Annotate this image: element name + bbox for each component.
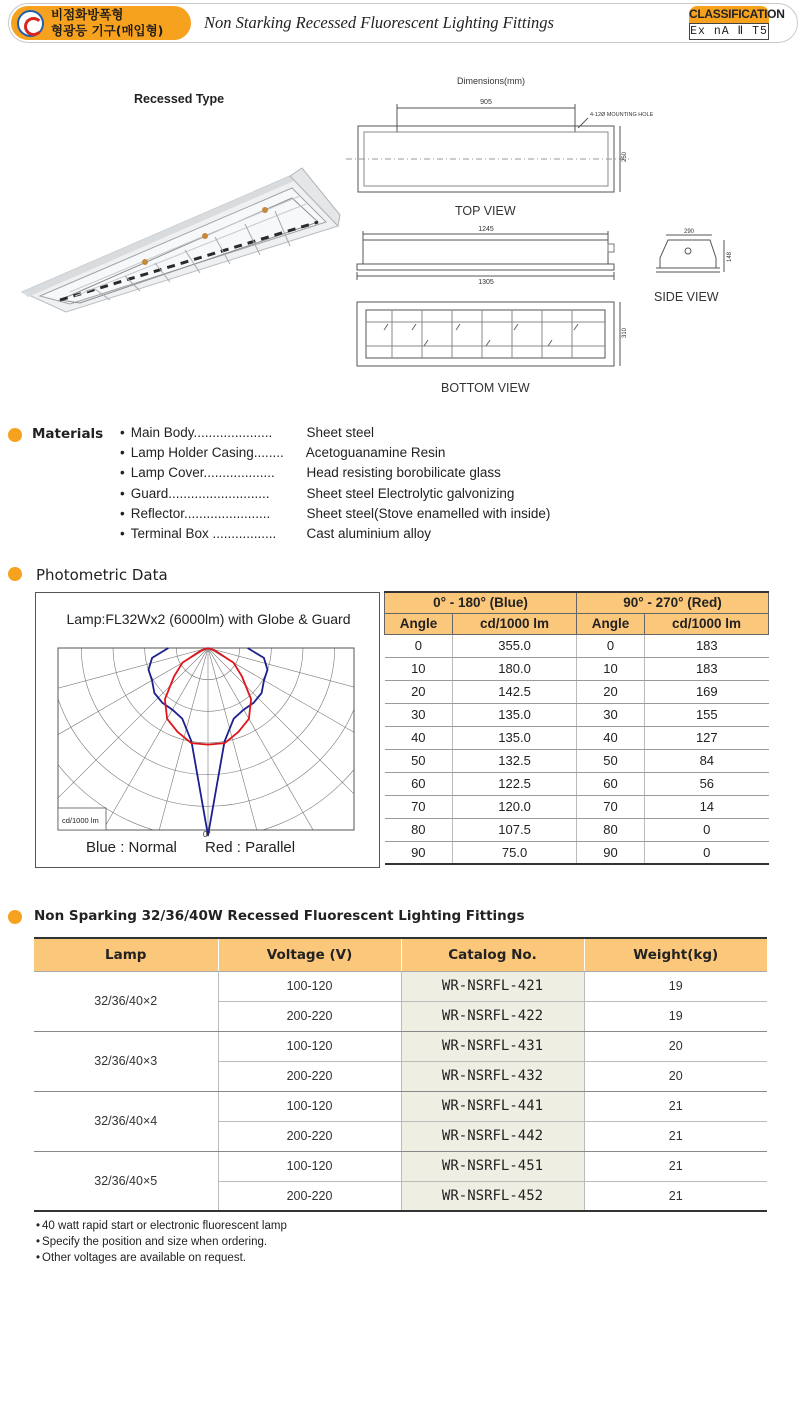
table-row [385,726,769,749]
dim-290: 290 [683,229,695,235]
cell: 14 [645,795,769,818]
cell: 120.0 [453,795,577,818]
cell: 80 [385,818,453,841]
catalog-cell: WR-NSRFL-452 [401,1181,584,1211]
material-value: Cast aluminium alloy [306,525,432,541]
note-item: • Specify the position and size when ordering. [36,1234,287,1250]
legend-normal: Blue : Normal [86,839,177,856]
top-view-drawing [346,104,630,192]
dim-905: 905 [480,99,492,106]
cell: 60 [576,772,644,795]
cell: 30 [385,703,453,726]
cell: 135.0 [453,726,577,749]
material-key: Main Body..................... [130,425,273,440]
cell: 20 [576,680,644,703]
classification-code: Ex nA Ⅱ T5 [690,25,768,38]
table-row [34,1031,767,1061]
top-view-label: TOP VIEW [455,204,516,218]
col-cd: cd/1000 lm [645,613,769,634]
material-value: Sheet steel(Stove enamelled with inside) [306,505,551,521]
table-row [385,772,769,795]
cell: 155 [645,703,769,726]
photometric-table [384,591,769,865]
voltage-cell: 100-120 [218,1091,401,1121]
catalog-cell: WR-NSRFL-441 [401,1091,584,1121]
photometric-title: Photometric Data [36,566,168,584]
polar-legend [86,839,295,856]
materials-bullet-icon [8,428,22,442]
product-illustration [22,168,340,312]
dim-250-top: 250 [622,151,628,162]
badge-line-2: 형광등 기구(매입형) [51,23,164,38]
weight-cell: 21 [584,1151,767,1181]
col-catalog: Catalog No. [401,938,584,971]
table-row [34,1091,767,1121]
col-angle: Angle [576,613,644,634]
voltage-cell: 100-120 [218,971,401,1001]
col-angle: Angle [385,613,453,634]
note-item: • 40 watt rapid start or electronic fluorescent lamp [36,1218,287,1234]
table-row [385,841,769,864]
material-key: Reflector....................... [130,505,271,521]
fittings-title-rest: 32/36/40W Recessed Fluorescent Lighting Fittings [141,908,525,924]
mounting-hole-note: 4-12Ø MOUNTING HOLE [590,112,654,118]
material-item [120,526,550,546]
dim-148: 148 [727,251,733,262]
cell: 70 [385,795,453,818]
lamp-cell: 32/36/40×4 [34,1091,218,1151]
polar-grid-spoke [0,648,208,931]
cell: 80 [576,818,644,841]
table-row [34,1151,767,1181]
technical-drawings [0,0,800,410]
table-row [385,749,769,772]
materials-list [120,425,550,546]
page-title: Non Starking Recessed Fluorescent Lighting Fittings [204,13,554,32]
dimensions-title: Dimensions(mm) [457,76,526,86]
side-view-drawing [656,235,724,272]
dim-310: 310 [622,327,628,338]
cell: 183 [645,657,769,680]
cell: 183 [645,634,769,657]
table-row [385,703,769,726]
badge-line-1: 비점화방폭형 [51,7,124,22]
weight-cell: 21 [584,1181,767,1211]
note-item: • Other voltages are available on request. [36,1250,287,1266]
bottom-view-drawing [357,302,620,366]
col-cd: cd/1000 lm [453,613,577,634]
polar-diagram-panel [35,592,380,868]
photometric-bullet-icon [8,567,22,581]
group-header-red: 90° - 270° (Red) [576,592,768,613]
catalog-cell: WR-NSRFL-421 [401,971,584,1001]
weight-cell: 20 [584,1031,767,1061]
voltage-cell: 200-220 [218,1181,401,1211]
table-row [34,971,767,1001]
cell: 180.0 [453,657,577,680]
cell: 60 [385,772,453,795]
front-view-drawing [357,231,614,280]
cell: 355.0 [453,634,577,657]
fittings-table [34,937,767,1212]
notes-list [36,1218,287,1266]
cell: 84 [645,749,769,772]
weight-cell: 19 [584,1001,767,1031]
cell: 169 [645,680,769,703]
cell: 132.5 [453,749,577,772]
table-row [385,795,769,818]
cell: 75.0 [453,841,577,864]
weight-cell: 20 [584,1061,767,1091]
voltage-cell: 200-220 [218,1061,401,1091]
cell: 10 [385,657,453,680]
cell: 135.0 [453,703,577,726]
cell: 90 [385,841,453,864]
unit-label: cd/1000 lm [62,816,99,825]
cell: 20 [385,680,453,703]
material-value: Sheet steel [306,425,375,440]
bottom-view-label: BOTTOM VIEW [441,381,530,395]
material-key: Terminal Box ................. [130,525,277,541]
cell: 10 [576,657,644,680]
polar-diagram [36,593,381,839]
legend-parallel: Red : Parallel [205,839,296,856]
material-value: Sheet steel Electrolytic galvonizing [306,485,515,501]
catalog-cell: WR-NSRFL-422 [401,1001,584,1031]
table-row [385,657,769,680]
polar-grid-spoke [0,648,208,752]
material-key: Lamp Holder Casing........ [130,445,284,461]
material-item [120,486,550,506]
weight-cell: 19 [584,971,767,1001]
catalog-cell: WR-NSRFL-432 [401,1061,584,1091]
col-lamp: Lamp [34,938,218,971]
dim-1245: 1245 [478,226,494,233]
materials-title: Materials [32,426,104,442]
cell: 40 [385,726,453,749]
fittings-title [34,908,525,924]
cell: 30 [576,703,644,726]
material-key: Lamp Cover................... [130,465,275,481]
material-item [120,465,550,485]
cell: 50 [385,749,453,772]
table-row [385,634,769,657]
cell: 0 [645,818,769,841]
fittings-title-prefix: Non Sparking [34,908,137,924]
cell: 142.5 [453,680,577,703]
weight-cell: 21 [584,1121,767,1151]
catalog-cell: WR-NSRFL-451 [401,1151,584,1181]
lamp-label: Lamp:FL32Wx2 (6000lm) with Globe & Guard [66,611,351,627]
group-header-blue: 0° - 180° (Blue) [385,592,577,613]
cell: 70 [576,795,644,818]
classification-label: CLASSIFICATION [689,7,785,21]
material-value: Acetoguanamine Resin [305,445,446,461]
catalog-cell: WR-NSRFL-431 [401,1031,584,1061]
col-voltage: Voltage (V) [218,938,401,971]
cell: 0 [385,634,453,657]
lamp-cell: 32/36/40×2 [34,971,218,1031]
cell: 122.5 [453,772,577,795]
material-item [120,445,550,465]
col-weight: Weight(kg) [584,938,767,971]
side-view-label: SIDE VIEW [654,290,719,304]
fittings-bullet-icon [8,910,22,924]
cell: 107.5 [453,818,577,841]
lamp-cell: 32/36/40×3 [34,1031,218,1091]
dim-1305: 1305 [478,279,494,286]
catalog-cell: WR-NSRFL-442 [401,1121,584,1151]
voltage-cell: 200-220 [218,1001,401,1031]
cell: 0 [576,634,644,657]
voltage-cell: 100-120 [218,1151,401,1181]
voltage-cell: 200-220 [218,1121,401,1151]
material-item [120,506,550,526]
cell: 0 [645,841,769,864]
cell: 40 [576,726,644,749]
cell: 90 [576,841,644,864]
lamp-cell: 32/36/40×5 [34,1151,218,1211]
recessed-type-title: Recessed Type [134,92,225,106]
cell: 50 [576,749,644,772]
table-row [385,818,769,841]
table-row [385,680,769,703]
material-key: Guard........................... [130,485,270,501]
cell: 127 [645,726,769,749]
cell: 56 [645,772,769,795]
voltage-cell: 100-120 [218,1031,401,1061]
weight-cell: 21 [584,1091,767,1121]
material-item [120,425,550,445]
zero-angle-label: 0° [203,830,211,839]
material-value: Head resisting borobilicate glass [306,465,501,481]
